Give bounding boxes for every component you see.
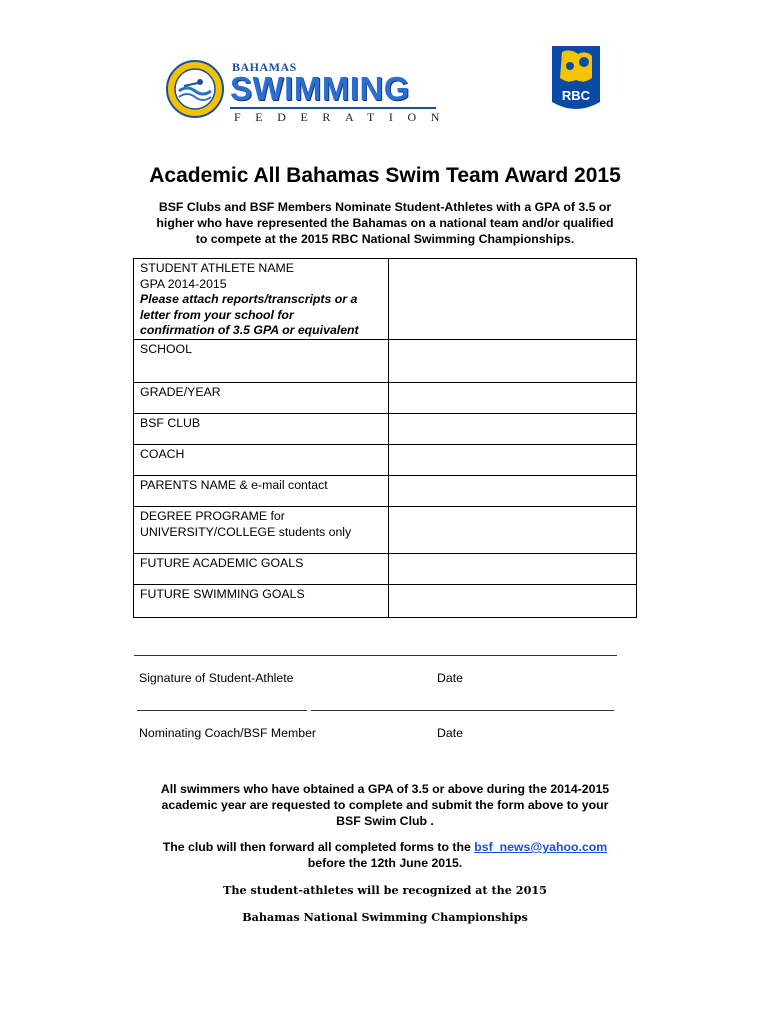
form-row: [134, 259, 637, 340]
coach-field[interactable]: [389, 444, 637, 475]
recognition-line-1: The student-athletes will be recognized at the 2015: [223, 883, 547, 897]
nomination-form-table: [133, 258, 637, 618]
label-line: FUTURE ACADEMIC GOALS: [140, 555, 304, 570]
notice-line: BSF Swim Club .: [336, 814, 434, 828]
swimming-goals-field[interactable]: [389, 584, 637, 617]
bsf-logo: [162, 52, 454, 124]
notice-line: All swimmers who have obtained a GPA of 3.5 or above during the 2014-2015: [160, 782, 610, 796]
label-line: BSF CLUB: [140, 415, 201, 430]
intro-line: higher who have represented the Bahamas on a national team and/or qualified: [156, 216, 614, 230]
label-line: DEGREE PROGRAME for: [140, 508, 285, 523]
notice-line: [120, 839, 650, 855]
form-field-label: [134, 413, 389, 444]
label-note: confirmation of 3.5 GPA or equivalent: [140, 323, 359, 338]
athlete-signature-label: Signature of Student-Athlete: [139, 671, 294, 685]
bsf-logo-main-text: SWIMMING: [230, 70, 410, 107]
parents-contact-field[interactable]: [389, 475, 637, 506]
form-field-label: [134, 475, 389, 506]
form-field-label: [134, 259, 389, 340]
intro-text: [120, 199, 650, 247]
bsf-club-field[interactable]: [389, 413, 637, 444]
label-line: SCHOOL: [140, 341, 192, 356]
form-row: [134, 475, 637, 506]
degree-programme-field[interactable]: [389, 506, 637, 553]
student-name-gpa-field[interactable]: [389, 259, 637, 340]
bsf-logo-bottom-text: FEDERATION: [234, 110, 454, 124]
email-link[interactable]: bsf_news@yahoo.com: [474, 840, 608, 854]
athlete-signature-line[interactable]: [134, 655, 617, 656]
coach-date-label: Date: [437, 726, 463, 740]
label-line: COACH: [140, 446, 185, 461]
form-row: [134, 506, 637, 553]
form-row: [134, 339, 637, 382]
form-field-label: [134, 339, 389, 382]
bsf-logo-rule: [230, 107, 436, 109]
label-line: FUTURE SWIMMING GOALS: [140, 586, 305, 601]
rbc-logo-text: RBC: [561, 88, 591, 103]
coach-signature-line[interactable]: [137, 710, 307, 711]
label-line: GRADE/YEAR: [140, 384, 221, 399]
submit-notice: [120, 781, 650, 829]
athlete-date-label: Date: [437, 671, 463, 685]
label-line: GPA 2014-2015: [140, 276, 227, 291]
academic-goals-field[interactable]: [389, 553, 637, 584]
label-line: UNIVERSITY/COLLEGE students only: [140, 524, 352, 539]
form-row: [134, 382, 637, 413]
grade-year-field[interactable]: [389, 382, 637, 413]
rbc-logo-icon: [548, 44, 604, 116]
bsf-logo-top-text: BAHAMAS: [232, 60, 297, 74]
coach-date-line[interactable]: [311, 710, 614, 711]
page-title: Academic All Bahamas Swim Team Award 2015: [149, 164, 621, 187]
form-field-label: [134, 553, 389, 584]
forward-notice: [120, 839, 650, 871]
form-field-label: [134, 444, 389, 475]
label-note: letter from your school for: [140, 307, 294, 322]
form-row: [134, 553, 637, 584]
form-row: [134, 444, 637, 475]
label-note: Please attach reports/transcripts or a: [140, 292, 358, 307]
coach-signature-label: Nominating Coach/BSF Member: [139, 726, 317, 740]
label-line: PARENTS NAME & e-mail contact: [140, 477, 328, 492]
form-field-label: [134, 584, 389, 617]
school-field[interactable]: [389, 339, 637, 382]
label-line: STUDENT ATHLETE NAME: [140, 261, 294, 275]
form-field-label: [134, 382, 389, 413]
forward-prefix: The club will then forward all completed forms to the: [162, 840, 475, 854]
form-field-label: [134, 506, 389, 553]
intro-line: BSF Clubs and BSF Members Nominate Student-Athletes with a GPA of 3.5 or: [158, 200, 612, 214]
recognition-line-2: Bahamas National Swimming Championships: [242, 910, 528, 924]
intro-line: to compete at the 2015 RBC National Swimming Championships.: [195, 232, 575, 246]
bsf-emblem-icon: [162, 58, 228, 120]
forward-deadline: before the 12th June 2015.: [307, 856, 463, 870]
form-row: [134, 413, 637, 444]
form-row: [134, 584, 637, 617]
notice-line: academic year are requested to complete and submit the form above to your: [161, 798, 609, 812]
